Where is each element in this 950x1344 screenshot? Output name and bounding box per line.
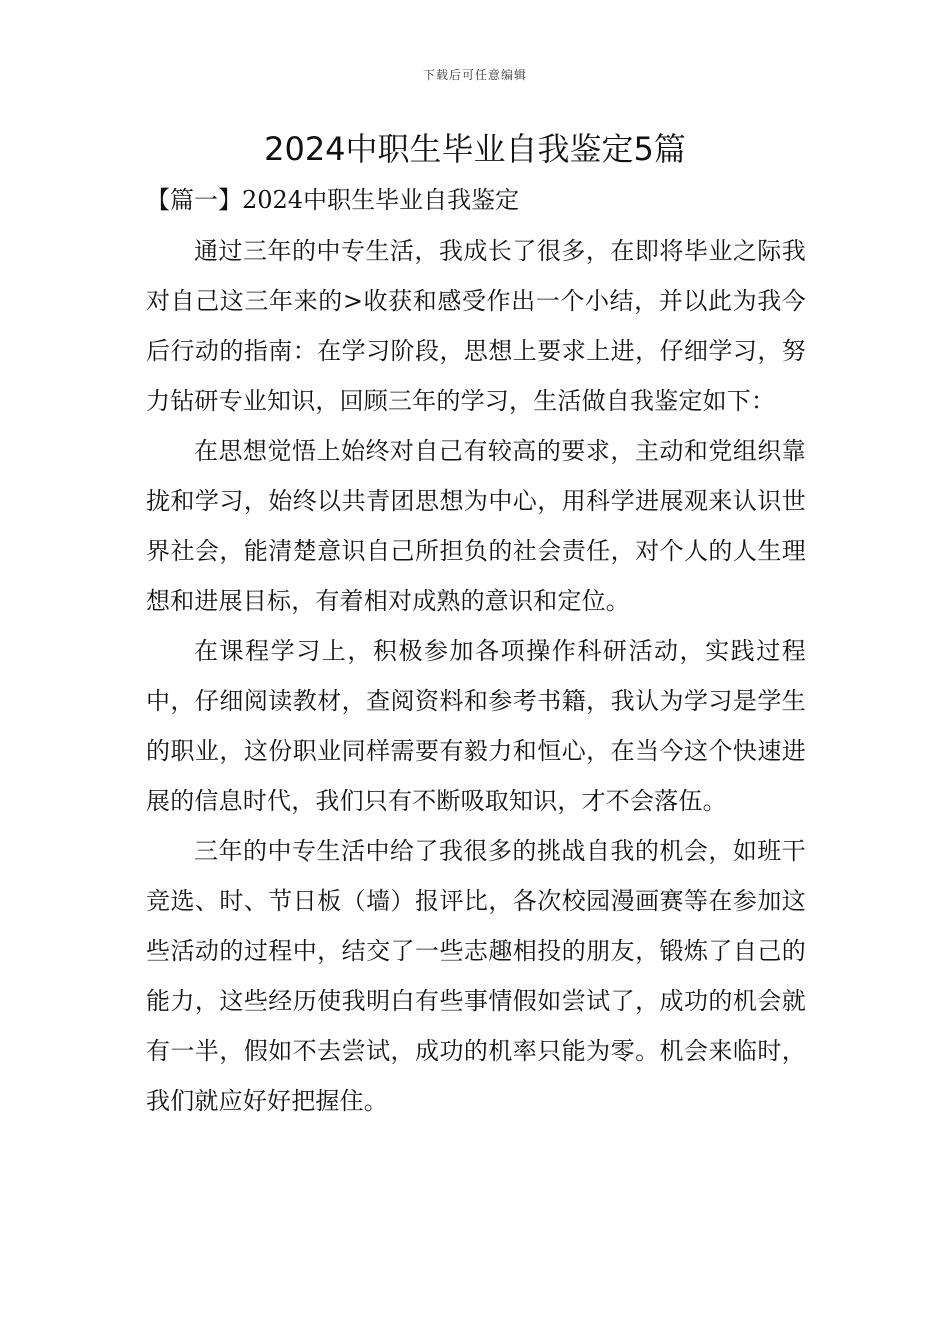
- paragraph-1: 通过三年的中专生活，我成长了很多，在即将毕业之际我对自己这三年来的>收获和感受作出一个小结，并以此为我今后行动的指南：在学习阶段，思想上要求上进，仔细学习，努力钻研专业知识，回顾三年的学习，生活做自我鉴定如下：: [146, 237, 806, 415]
- paragraph-4: 三年的中专生活中给了我很多的挑战自我的机会，如班干竞选、时、节日板（墙）报评比，各次校园漫画赛等在参加这些活动的过程中，结交了一些志趣相投的朋友，锻炼了自己的能力，这些经历使我明白有些事情假如尝试了，成功的机会就有一半，假如不去尝试，成功的机率只能为零。机会来临时，我们就应好好把握住。: [146, 837, 806, 1115]
- header-note: 下载后可任意编辑: [422, 68, 527, 82]
- paragraph-2: 在思想觉悟上始终对自己有较高的要求，主动和党组织靠拢和学习，始终以共青团思想为中心，用科学进展观来认识世界社会，能清楚意识自己所担负的社会责任，对个人的人生理想和进展目标，有着相对成熟的意识和定位。: [146, 437, 806, 615]
- document-title: 2024中职生毕业自我鉴定5篇: [264, 130, 686, 168]
- paragraph-3: 在课程学习上，积极参加各项操作科研活动，实践过程中，仔细阅读教材，查阅资料和参考书籍，我认为学习是学生的职业，这份职业同样需要有毅力和恒心，在当今这个快速进展的信息时代，我们只有不断吸取知识，才不会落伍。: [146, 637, 806, 815]
- section-heading: 【篇一】2024中职生毕业自我鉴定: [146, 186, 520, 214]
- body-text: [146, 226, 806, 1126]
